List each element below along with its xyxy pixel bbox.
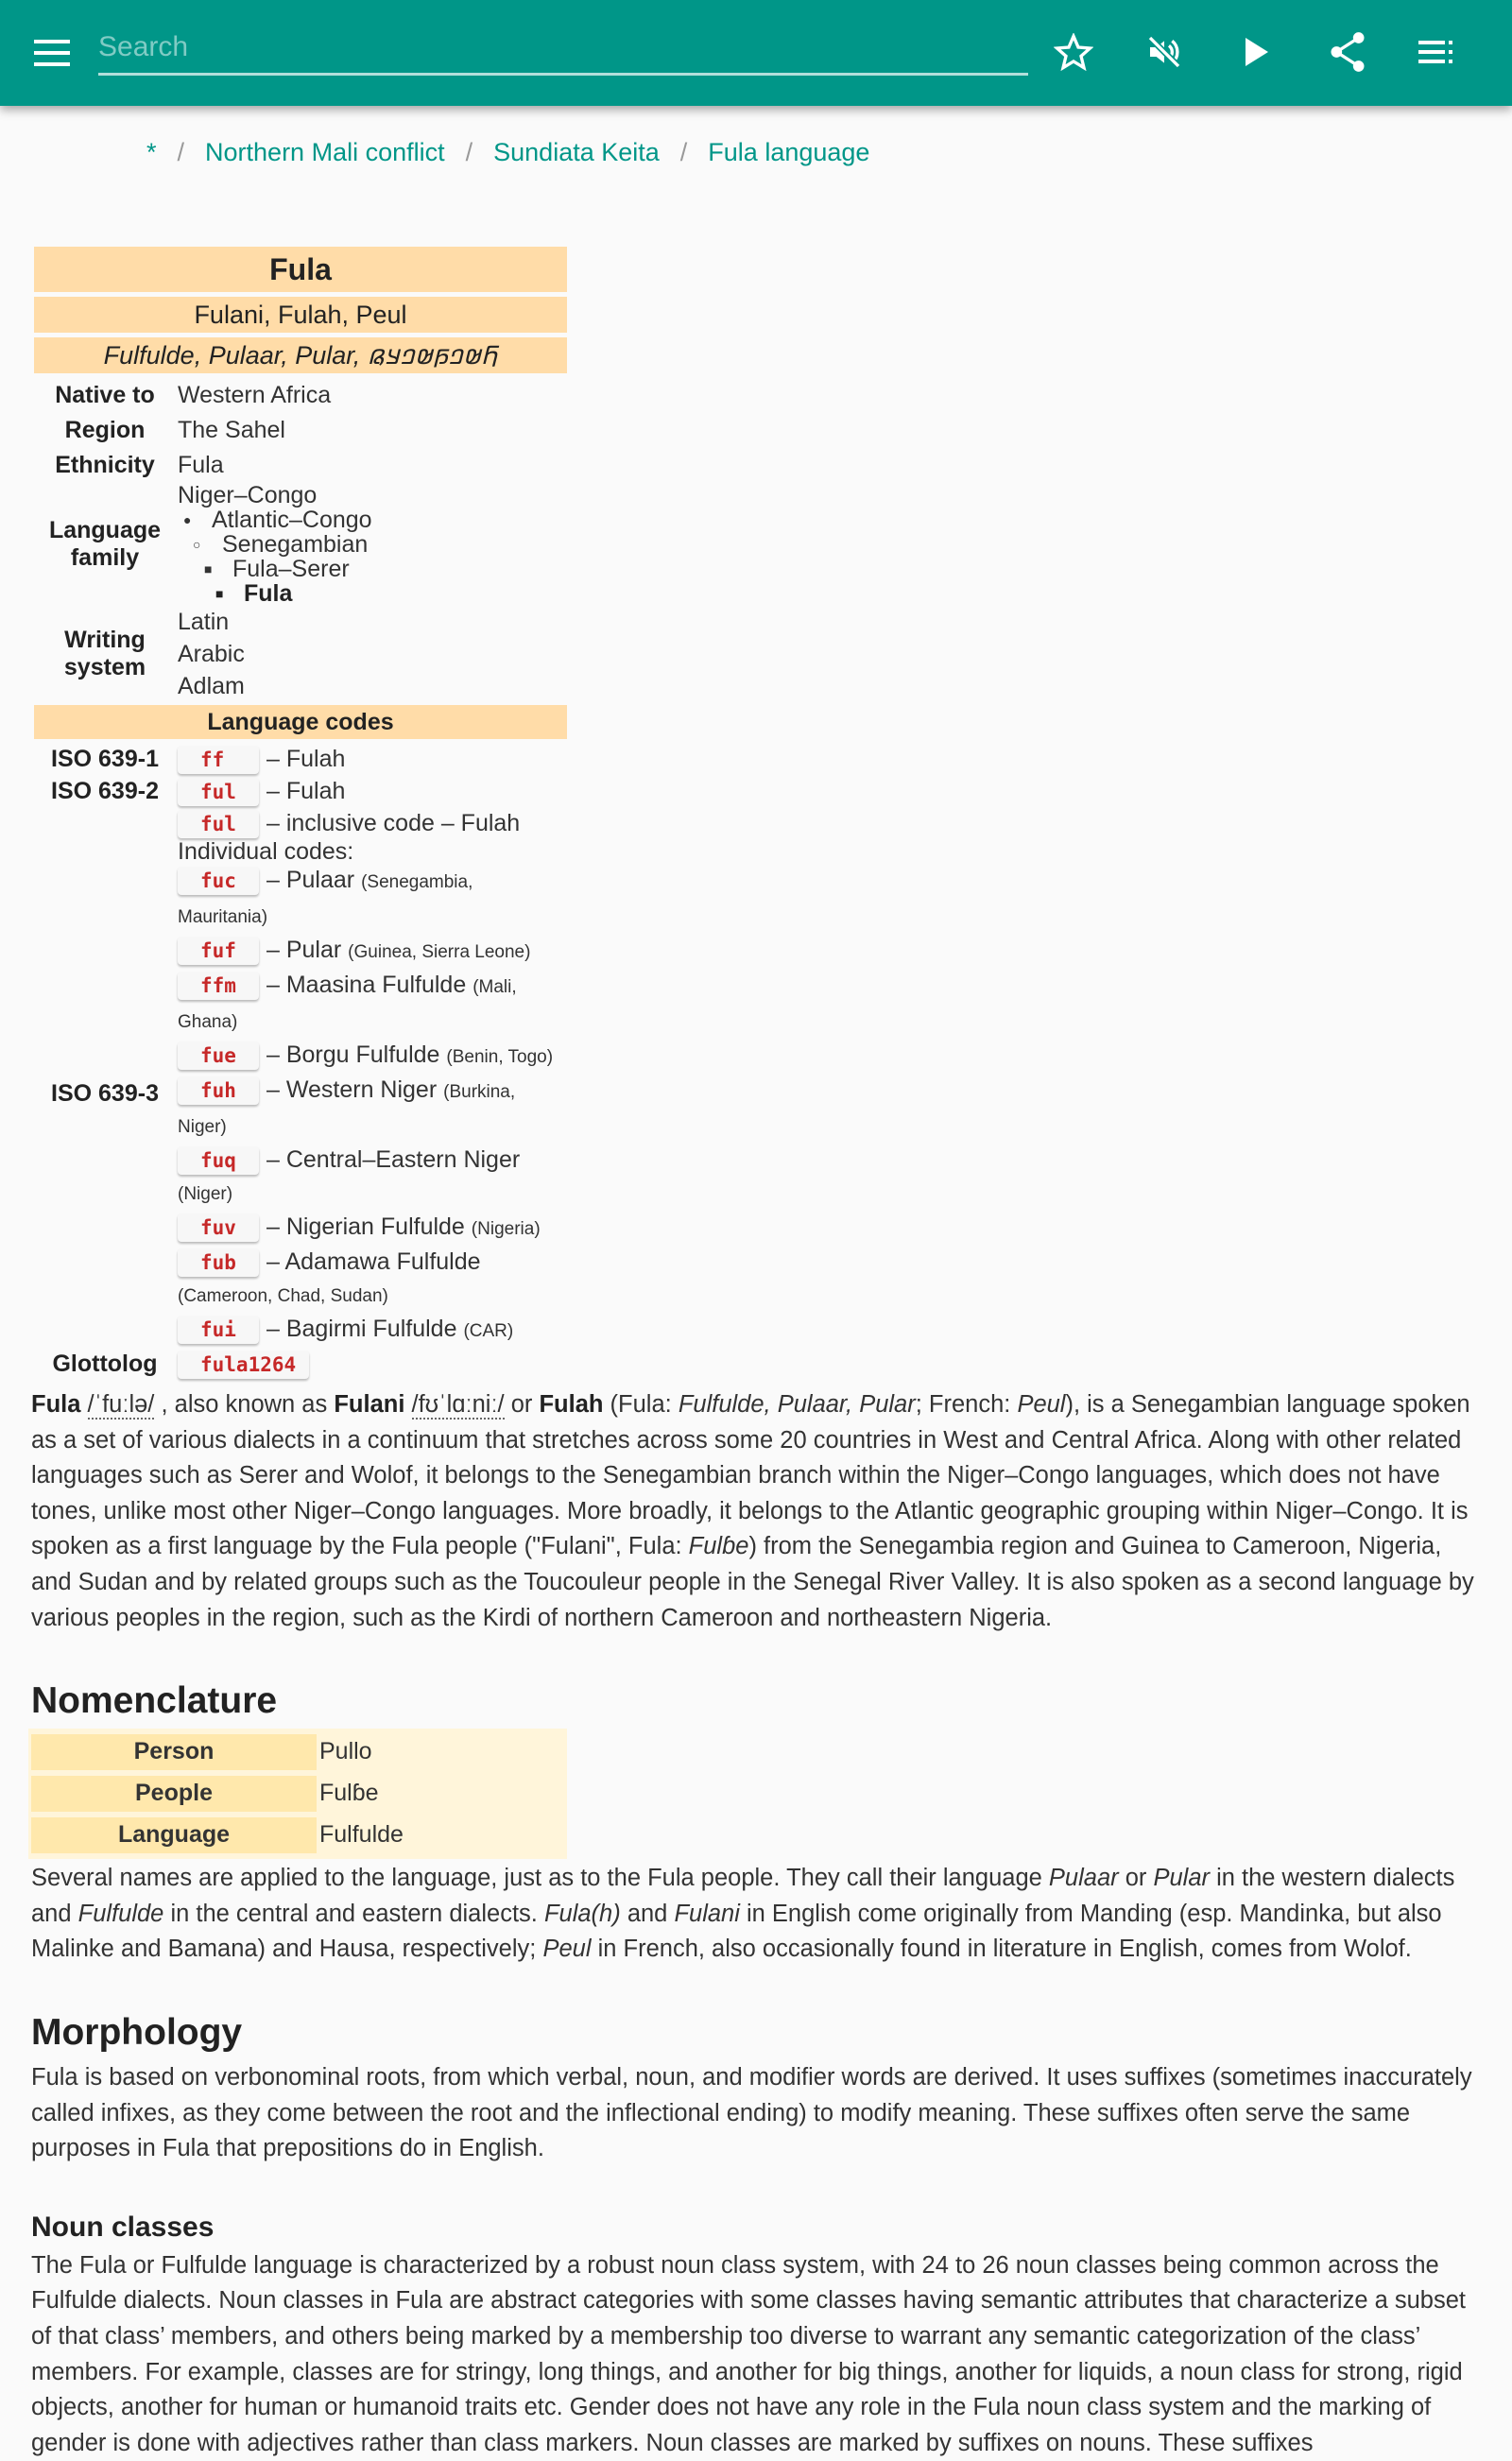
text-run: in French, also occasionally found in literature in English, comes from Wolof. — [591, 1936, 1412, 1963]
infobox-row-language-family — [34, 483, 567, 606]
section-heading-nomenclature: Nomenclature — [31, 1680, 278, 1722]
section-heading-morphology: Morphology — [31, 2011, 243, 2053]
writing-item: Arabic — [178, 641, 245, 667]
family-label: Senegambian — [222, 531, 369, 558]
table-row — [31, 1817, 564, 1853]
text-run: Several names are applied to the language, just as to the Fula people. They call their language — [31, 1865, 1049, 1892]
row-value: The Sahel — [178, 417, 285, 443]
row-label: Ethnicity — [55, 452, 155, 478]
family-item: ● Atlantic–Congo — [183, 507, 372, 533]
code-desc: – Nigerian Fulfulde — [266, 1213, 465, 1240]
text-run: Fulfulde — [77, 1900, 164, 1927]
family-item: ○ Senegambian — [193, 531, 369, 558]
text-run: Fula — [31, 1391, 81, 1418]
code-entry — [178, 1246, 567, 1313]
row-label: ISO 639-2 — [51, 778, 159, 804]
code-entry — [178, 807, 520, 839]
code-chip[interactable]: ffm — [178, 972, 259, 1000]
code-desc: – Fulah — [266, 746, 346, 772]
code-desc: – Pular — [266, 937, 342, 963]
row-label: Glottolog — [52, 1350, 158, 1377]
family-tree — [176, 483, 372, 606]
code-chip[interactable]: fuq — [178, 1146, 259, 1175]
text-run: and — [620, 1900, 675, 1927]
code-entry — [178, 1039, 567, 1074]
code-note: (Nigeria) — [471, 1219, 541, 1239]
individual-codes-label: Individual codes: — [178, 838, 354, 865]
code-entry — [178, 775, 520, 807]
noun-classes-paragraph: The Fula or Fulfulde language is characterized by a robust noun class system, with 24 to 26 noun classes being common across the Fulfulde dialects. Noun classes in Fula are abstract categories with some classes having semantic attributes that characterize a subset of that class’ members, and others being marked by a membership too diverse to warrant any semantic categorization of the class’ members. For example, classes are for stringy, long things, and another for big things, another for liquids, a noun class for strong, rigid objects, another for human or humanoid traits etc. Gender does not have any role in the Fula noun class system and the marking of gender is done with adjectives rather than class markers. Noun classes are marked by suffixes on nouns. These suffixes — [31, 2251, 1466, 2456]
row-label: Language — [31, 1817, 317, 1853]
row-label: People — [31, 1776, 317, 1812]
search-input[interactable] — [98, 21, 1028, 76]
code-note: (Benin, Togo) — [446, 1047, 554, 1067]
infobox — [34, 247, 567, 1380]
pronunciation[interactable]: /ˈfuːlə/ — [87, 1391, 155, 1418]
nomenclature-paragraph — [31, 1861, 1486, 1968]
code-desc: – Bagirmi Fulfulde — [266, 1316, 457, 1342]
nomenclature-table — [28, 1729, 567, 1859]
text-run — [404, 1391, 411, 1418]
family-label: Atlantic–Congo — [212, 507, 372, 533]
code-chip[interactable]: fui — [178, 1316, 259, 1344]
text-run: in the western dialects and — [31, 1865, 1455, 1927]
text-run: Peul — [542, 1936, 592, 1963]
row-label: Language family — [48, 517, 162, 571]
code-entry — [178, 864, 567, 934]
infobox-row-region — [34, 413, 567, 448]
row-value: Fulɓe — [319, 1780, 379, 1807]
text-run: Fulfulde, Pulaar, Pular — [678, 1391, 916, 1418]
code-entry — [178, 1074, 567, 1144]
text-run: in the central and eastern dialects. — [163, 1900, 544, 1927]
text-run: Fulani — [674, 1900, 740, 1927]
code-note: (Burkina, Niger) — [178, 1082, 516, 1137]
code-chip[interactable]: ff — [178, 746, 259, 774]
code-chip[interactable]: fuv — [178, 1213, 259, 1242]
table-row — [31, 1776, 564, 1812]
row-value: Pullo — [319, 1738, 372, 1765]
code-entry — [178, 1211, 567, 1246]
code-chip[interactable]: fuf — [178, 937, 259, 965]
text-run: ) from the Senegambia region and Guinea to Cameroon, Nigeria, and Sudan and by related groups such as the Toucouleur people in the Senegal River Valley. It is also spoken as a second language by various peoples in the region, such as the Kirdi of northern Cameroon and northeastern Nigeria. — [31, 1533, 1474, 1631]
breadcrumb-fula-language[interactable]: Fula language — [708, 138, 870, 166]
code-chip[interactable]: ful — [178, 810, 259, 838]
code-chip[interactable]: fue — [178, 1041, 259, 1070]
text-run: , also known as — [154, 1391, 335, 1418]
infobox-row-ethnicity — [34, 448, 567, 483]
infobox-row-writing-system — [34, 606, 567, 702]
text-run: Peul — [1017, 1391, 1066, 1418]
morphology-paragraph: Fula is based on verbonominal roots, from which verbal, noun, and modifier words are derived. It uses suffixes (sometimes inaccurately called infixes, as they come between the root and the inflectional ending) to modify meaning. These suffixes often serve the same purposes in Fula that prepositions do in English. — [31, 2063, 1472, 2162]
code-chip[interactable]: fub — [178, 1248, 259, 1277]
row-label: Native to — [55, 382, 155, 408]
code-entry — [178, 1144, 567, 1211]
writing-list — [176, 606, 245, 702]
row-label: ISO 639-3 — [51, 1079, 159, 1107]
share-icon[interactable] — [1325, 29, 1370, 75]
family-item: ■ Fula–Serer — [204, 556, 350, 582]
writing-item: Latin — [178, 609, 230, 635]
volume-off-icon[interactable] — [1142, 29, 1187, 75]
infobox-row-iso3 — [34, 839, 567, 1348]
row-value: Fulfulde — [319, 1821, 404, 1849]
text-run: Pulaar — [1048, 1865, 1119, 1892]
family-item: Niger–Congo — [178, 482, 318, 508]
text-run: ; French: — [915, 1391, 1018, 1418]
infobox-native-names: Fulfulde, Pulaar, Pular, 𞤊𞤵𞤤𞤬𞤵𞤤𞤣𞤫 — [34, 337, 567, 373]
star-icon[interactable] — [1051, 29, 1096, 75]
infobox-row-native-to — [34, 378, 567, 413]
text-run: Fulani — [334, 1391, 405, 1418]
text-run: (Fula: — [603, 1391, 679, 1418]
family-item: ■ Fula — [215, 580, 293, 607]
code-note: (Cameroon, Chad, Sudan) — [178, 1286, 388, 1306]
code-desc: – Fulah — [266, 778, 346, 804]
infobox-title: Fula — [34, 247, 567, 292]
toc-icon[interactable] — [1414, 29, 1459, 75]
code-desc: – Western Niger — [266, 1076, 438, 1103]
menu-icon[interactable] — [29, 30, 75, 76]
row-label: ISO 639-1 — [51, 746, 159, 772]
row-value: Western Africa — [178, 382, 332, 408]
row-value: Fula — [178, 452, 224, 478]
article-body — [31, 1387, 1486, 2461]
code-desc: – Borgu Fulfulde — [266, 1041, 440, 1068]
breadcrumb-northern-mali-conflict[interactable]: Northern Mali conflict — [205, 138, 445, 166]
row-value — [176, 839, 567, 1348]
app-toolbar — [0, 0, 1512, 106]
code-chip[interactable]: ful — [178, 778, 259, 806]
infobox-row-iso2 — [34, 775, 567, 839]
intro-paragraph — [31, 1387, 1486, 1636]
code-entry — [178, 1313, 567, 1348]
row-value — [176, 775, 520, 839]
text-run: or — [504, 1391, 540, 1418]
infobox-row-glottolog — [34, 1348, 567, 1380]
infobox-row-iso1 — [34, 743, 567, 775]
code-entry — [178, 969, 567, 1039]
breadcrumb-separator: / — [177, 138, 185, 166]
text-run: Fulɓe — [688, 1533, 749, 1560]
row-label: Person — [31, 1734, 317, 1770]
text-run: in English come originally from Manding (esp. Mandinka, but also Malinke and Bamana) and Hausa, respectively; — [31, 1900, 1442, 1963]
code-note: (Niger) — [178, 1184, 233, 1204]
code-desc: – inclusive code – Fulah — [266, 810, 521, 836]
code-chip[interactable]: fuh — [178, 1076, 259, 1105]
code-desc: – Pulaar — [266, 867, 355, 893]
text-run: Pular — [1153, 1865, 1210, 1892]
code-note: (CAR) — [463, 1321, 514, 1341]
infobox-subtitle: Fulani, Fulah, Peul — [34, 297, 567, 333]
code-desc: – Adamawa Fulfulde — [266, 1248, 481, 1275]
text-run: or — [1118, 1865, 1154, 1892]
text-run: ), is a Senegambian language spoken as a set of various dialects in a continuum that stretches across some 20 countries in West and Central Africa. Along with other related languages such as Serer and Wolof, it belongs to the Senegambian branch within the Niger–Congo languages, which does not have tones, unlike most other Niger–Congo languages. More broadly, it belongs to the Atlantic geographic grouping within Niger–Congo. It is spoken as a first language by the Fula people ("Fulani", Fula: — [31, 1391, 1470, 1560]
family-label: Fula–Serer — [232, 556, 350, 582]
text-run: Fulah — [539, 1391, 604, 1418]
writing-item: Adlam — [178, 673, 245, 699]
text-run: Fula(h) — [543, 1900, 621, 1927]
code-chip[interactable]: fuc — [178, 867, 259, 895]
code-desc: – Central–Eastern Niger — [266, 1146, 521, 1173]
code-entry — [178, 934, 567, 969]
text-run — [80, 1391, 87, 1418]
code-desc: – Maasina Fulfulde — [266, 972, 467, 998]
breadcrumb-separator: / — [679, 138, 688, 166]
row-value — [176, 1348, 317, 1380]
breadcrumb-sundiata-keita[interactable]: Sundiata Keita — [493, 138, 660, 166]
code-note: (Mali, Ghana) — [178, 977, 517, 1032]
pronunciation[interactable]: /fʊˈlɑːniː/ — [411, 1391, 505, 1418]
breadcrumb-separator: / — [465, 138, 473, 166]
play-icon[interactable] — [1234, 29, 1280, 75]
section-heading-noun-classes: Noun classes — [31, 2211, 215, 2243]
glottolog-chip[interactable]: fula1264 — [178, 1351, 309, 1379]
code-note: (Guinea, Sierra Leone) — [348, 942, 531, 962]
family-label: Fula — [244, 580, 293, 607]
code-note: (Senegambia, Mauritania) — [178, 872, 473, 927]
table-row — [31, 1734, 564, 1770]
breadcrumb — [146, 138, 869, 167]
row-label: Writing system — [63, 627, 146, 680]
row-value — [176, 743, 345, 775]
language-codes-header: Language codes — [34, 705, 567, 739]
breadcrumb-home[interactable]: * — [146, 138, 157, 166]
row-label: Region — [64, 417, 146, 443]
